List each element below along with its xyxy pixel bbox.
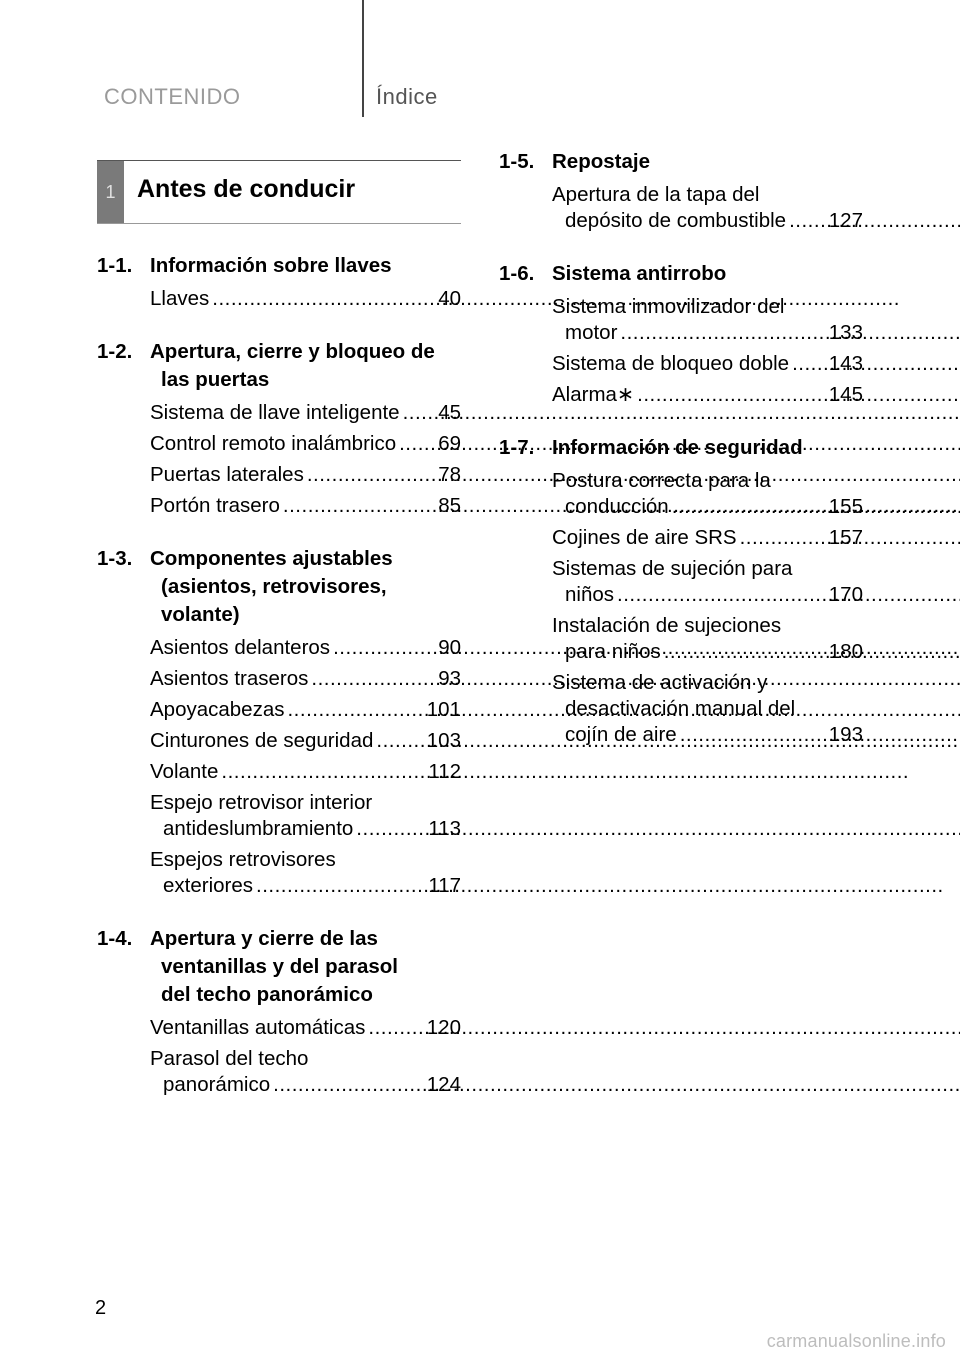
section-heading	[499, 434, 863, 462]
toc-entry[interactable]	[150, 1046, 461, 1098]
entry-label-line: Sistema inmovilizador del	[552, 295, 785, 318]
section-title	[552, 260, 863, 288]
toc-entry[interactable]	[150, 400, 461, 426]
section-title-line: las puertas	[161, 368, 270, 391]
entry-label-line: Puertas laterales	[150, 463, 304, 486]
toc-entry[interactable]	[552, 556, 863, 608]
dot-leader	[672, 495, 960, 518]
entry-page-number: 143	[828, 352, 863, 375]
section-title	[150, 252, 461, 280]
section-number: 1-2.	[97, 340, 133, 363]
section-heading	[97, 925, 461, 1009]
entry-page-number: 93	[438, 667, 461, 690]
entry-label-line: cojín de aire	[565, 723, 677, 746]
entry-page-number: 103	[426, 729, 461, 752]
toc-entry[interactable]	[150, 847, 461, 899]
entry-page-number: 69	[438, 432, 461, 455]
entry-label-line: Asientos traseros	[150, 667, 309, 690]
section-title	[150, 338, 461, 394]
section-title-line: volante)	[161, 603, 240, 626]
entry-page-number: 157	[828, 526, 863, 549]
entry-page-number: 117	[428, 874, 461, 897]
entry-page-number: 113	[428, 817, 461, 840]
entry-label-line: Sistema de activación y	[552, 671, 768, 694]
chapter-header	[97, 160, 461, 224]
entry-label-line: desactivación manual del	[565, 697, 796, 720]
entry-label-line: Apertura de la tapa del	[552, 183, 760, 206]
toc-entry[interactable]	[552, 294, 863, 346]
toc-entry[interactable]	[150, 635, 461, 661]
toc-entry[interactable]	[150, 666, 461, 692]
entry-label-line: Cojines de aire SRS	[552, 526, 737, 549]
entry-label-line: Volante	[150, 760, 219, 783]
toc-entry[interactable]	[150, 493, 461, 519]
entry-label-line: Portón trasero	[150, 494, 280, 517]
dot-leader	[792, 352, 960, 375]
entry-page-number: 155	[828, 495, 863, 518]
entry-page-number: 120	[426, 1016, 461, 1039]
entry-page-number: 127	[828, 209, 863, 232]
section-title-line: ventanillas y del parasol	[161, 955, 398, 978]
entry-label-line: Apoyacabezas	[150, 698, 285, 721]
toc-entry[interactable]	[150, 286, 461, 312]
section-title-line: del techo panorámico	[161, 983, 373, 1006]
section-title-line: Repostaje	[552, 150, 650, 173]
toc-column-right	[499, 148, 863, 774]
entry-page-number: 145	[828, 383, 863, 406]
toc-entry[interactable]	[150, 790, 461, 842]
section-number: 1-4.	[97, 927, 133, 950]
toc-entry[interactable]	[552, 613, 863, 665]
entry-label-line: Instalación de sujeciones	[552, 614, 782, 637]
entry-page-number: 90	[438, 636, 461, 659]
toc-section	[499, 148, 863, 234]
page-number: 2	[95, 1297, 107, 1319]
chapter-number: 1	[97, 161, 124, 223]
section-title-line: Componentes ajustables	[150, 547, 393, 570]
entry-label-line: exteriores	[163, 874, 254, 897]
toc-section	[499, 434, 863, 748]
section-title	[150, 925, 461, 1009]
entry-label-line: Postura correcta para la	[552, 469, 771, 492]
section-title-line: Información de seguridad	[552, 436, 803, 459]
dot-leader	[273, 1073, 960, 1096]
section-title-line: Apertura y cierre de las	[150, 927, 378, 950]
dot-leader	[256, 874, 944, 897]
dot-leader	[664, 640, 960, 663]
contents-link[interactable]: CONTENIDO	[104, 84, 241, 109]
entry-label-line: Asientos delanteros	[150, 636, 331, 659]
toc-section	[97, 925, 461, 1098]
entry-page-number: 78	[438, 463, 461, 486]
section-number: 1-3.	[97, 547, 133, 570]
section-number: 1-1.	[97, 254, 133, 277]
entry-page-number: 45	[438, 401, 461, 424]
toc-column-left	[97, 252, 461, 1124]
section-title	[552, 148, 863, 176]
toc-entry[interactable]	[552, 382, 863, 408]
toc-entry[interactable]	[552, 468, 863, 520]
section-number: 1-5.	[499, 150, 535, 173]
section-title	[552, 434, 863, 462]
section-title	[150, 545, 461, 629]
entry-label-line: niños	[565, 583, 615, 606]
toc-entry[interactable]	[150, 462, 461, 488]
entry-label-line: Ventanillas automáticas	[150, 1016, 366, 1039]
entry-label-line: Llaves	[150, 287, 210, 310]
entry-page-number: 112	[428, 760, 461, 783]
entry-page-number: 180	[828, 640, 863, 663]
entry-page-number: 40	[438, 287, 461, 310]
dot-leader	[789, 209, 960, 232]
entry-label-line: Espejos retrovisores	[150, 848, 336, 871]
toc-entry[interactable]	[552, 525, 863, 551]
toc-entry[interactable]	[150, 728, 461, 754]
entry-label-line: Sistema de llave inteligente	[150, 401, 400, 424]
toc-entry[interactable]	[552, 670, 863, 748]
section-title-line: Sistema antirrobo	[552, 262, 727, 285]
section-heading	[499, 260, 863, 288]
section-title-line: Información sobre llaves	[150, 254, 392, 277]
section-title-line: Apertura, cierre y bloqueo de	[150, 340, 435, 363]
toc-section	[97, 252, 461, 312]
entry-page-number: 193	[828, 723, 863, 746]
toc-entry[interactable]	[150, 697, 461, 723]
entry-label-line: Control remoto inalámbrico	[150, 432, 397, 455]
entry-label-line: motor	[565, 321, 618, 344]
entry-label-line: panorámico	[163, 1073, 271, 1096]
dot-leader	[680, 723, 960, 746]
toc-entry[interactable]	[552, 182, 863, 234]
entry-page-number: 170	[828, 583, 863, 606]
dot-leader	[620, 321, 960, 344]
entry-label-line: depósito de combustible	[565, 209, 787, 232]
entry-page-number: 124	[426, 1073, 461, 1096]
entry-label-line: Parasol del techo	[150, 1047, 309, 1070]
toc-entry[interactable]	[150, 759, 461, 785]
chapter-title: Antes de conducir	[137, 175, 356, 203]
section-number: 1-6.	[499, 262, 535, 285]
toc-section	[499, 260, 863, 408]
entry-label-line: antideslumbramiento	[163, 817, 354, 840]
entry-page-number: 101	[426, 698, 461, 721]
nav-divider	[362, 0, 364, 117]
watermark: carmanualsonline.info	[766, 1331, 946, 1351]
section-heading	[97, 252, 461, 280]
section-title-line: (asientos, retrovisores,	[161, 575, 387, 598]
toc-entry[interactable]	[150, 1015, 461, 1041]
entry-label-line: Sistemas de sujeción para	[552, 557, 793, 580]
entry-label-line: para niños	[565, 640, 661, 663]
entry-page-number: 133	[828, 321, 863, 344]
entry-label-line: Alarma∗	[552, 383, 635, 406]
entry-label-line: Espejo retrovisor interior	[150, 791, 373, 814]
section-heading	[97, 545, 461, 629]
entry-label-line: conducción	[565, 495, 669, 518]
toc-section	[97, 338, 461, 519]
toc-entry[interactable]	[552, 351, 863, 377]
section-heading	[499, 148, 863, 176]
entry-label-line: Sistema de bloqueo doble	[552, 352, 790, 375]
dot-leader	[637, 383, 960, 406]
toc-entry[interactable]	[150, 431, 461, 457]
entry-page-number: 85	[438, 494, 461, 517]
index-link[interactable]: Índice	[376, 84, 438, 109]
dot-leader	[617, 583, 960, 606]
section-number: 1-7.	[499, 436, 535, 459]
toc-section	[97, 545, 461, 899]
entry-label-line: Cinturones de seguridad	[150, 729, 374, 752]
section-heading	[97, 338, 461, 394]
